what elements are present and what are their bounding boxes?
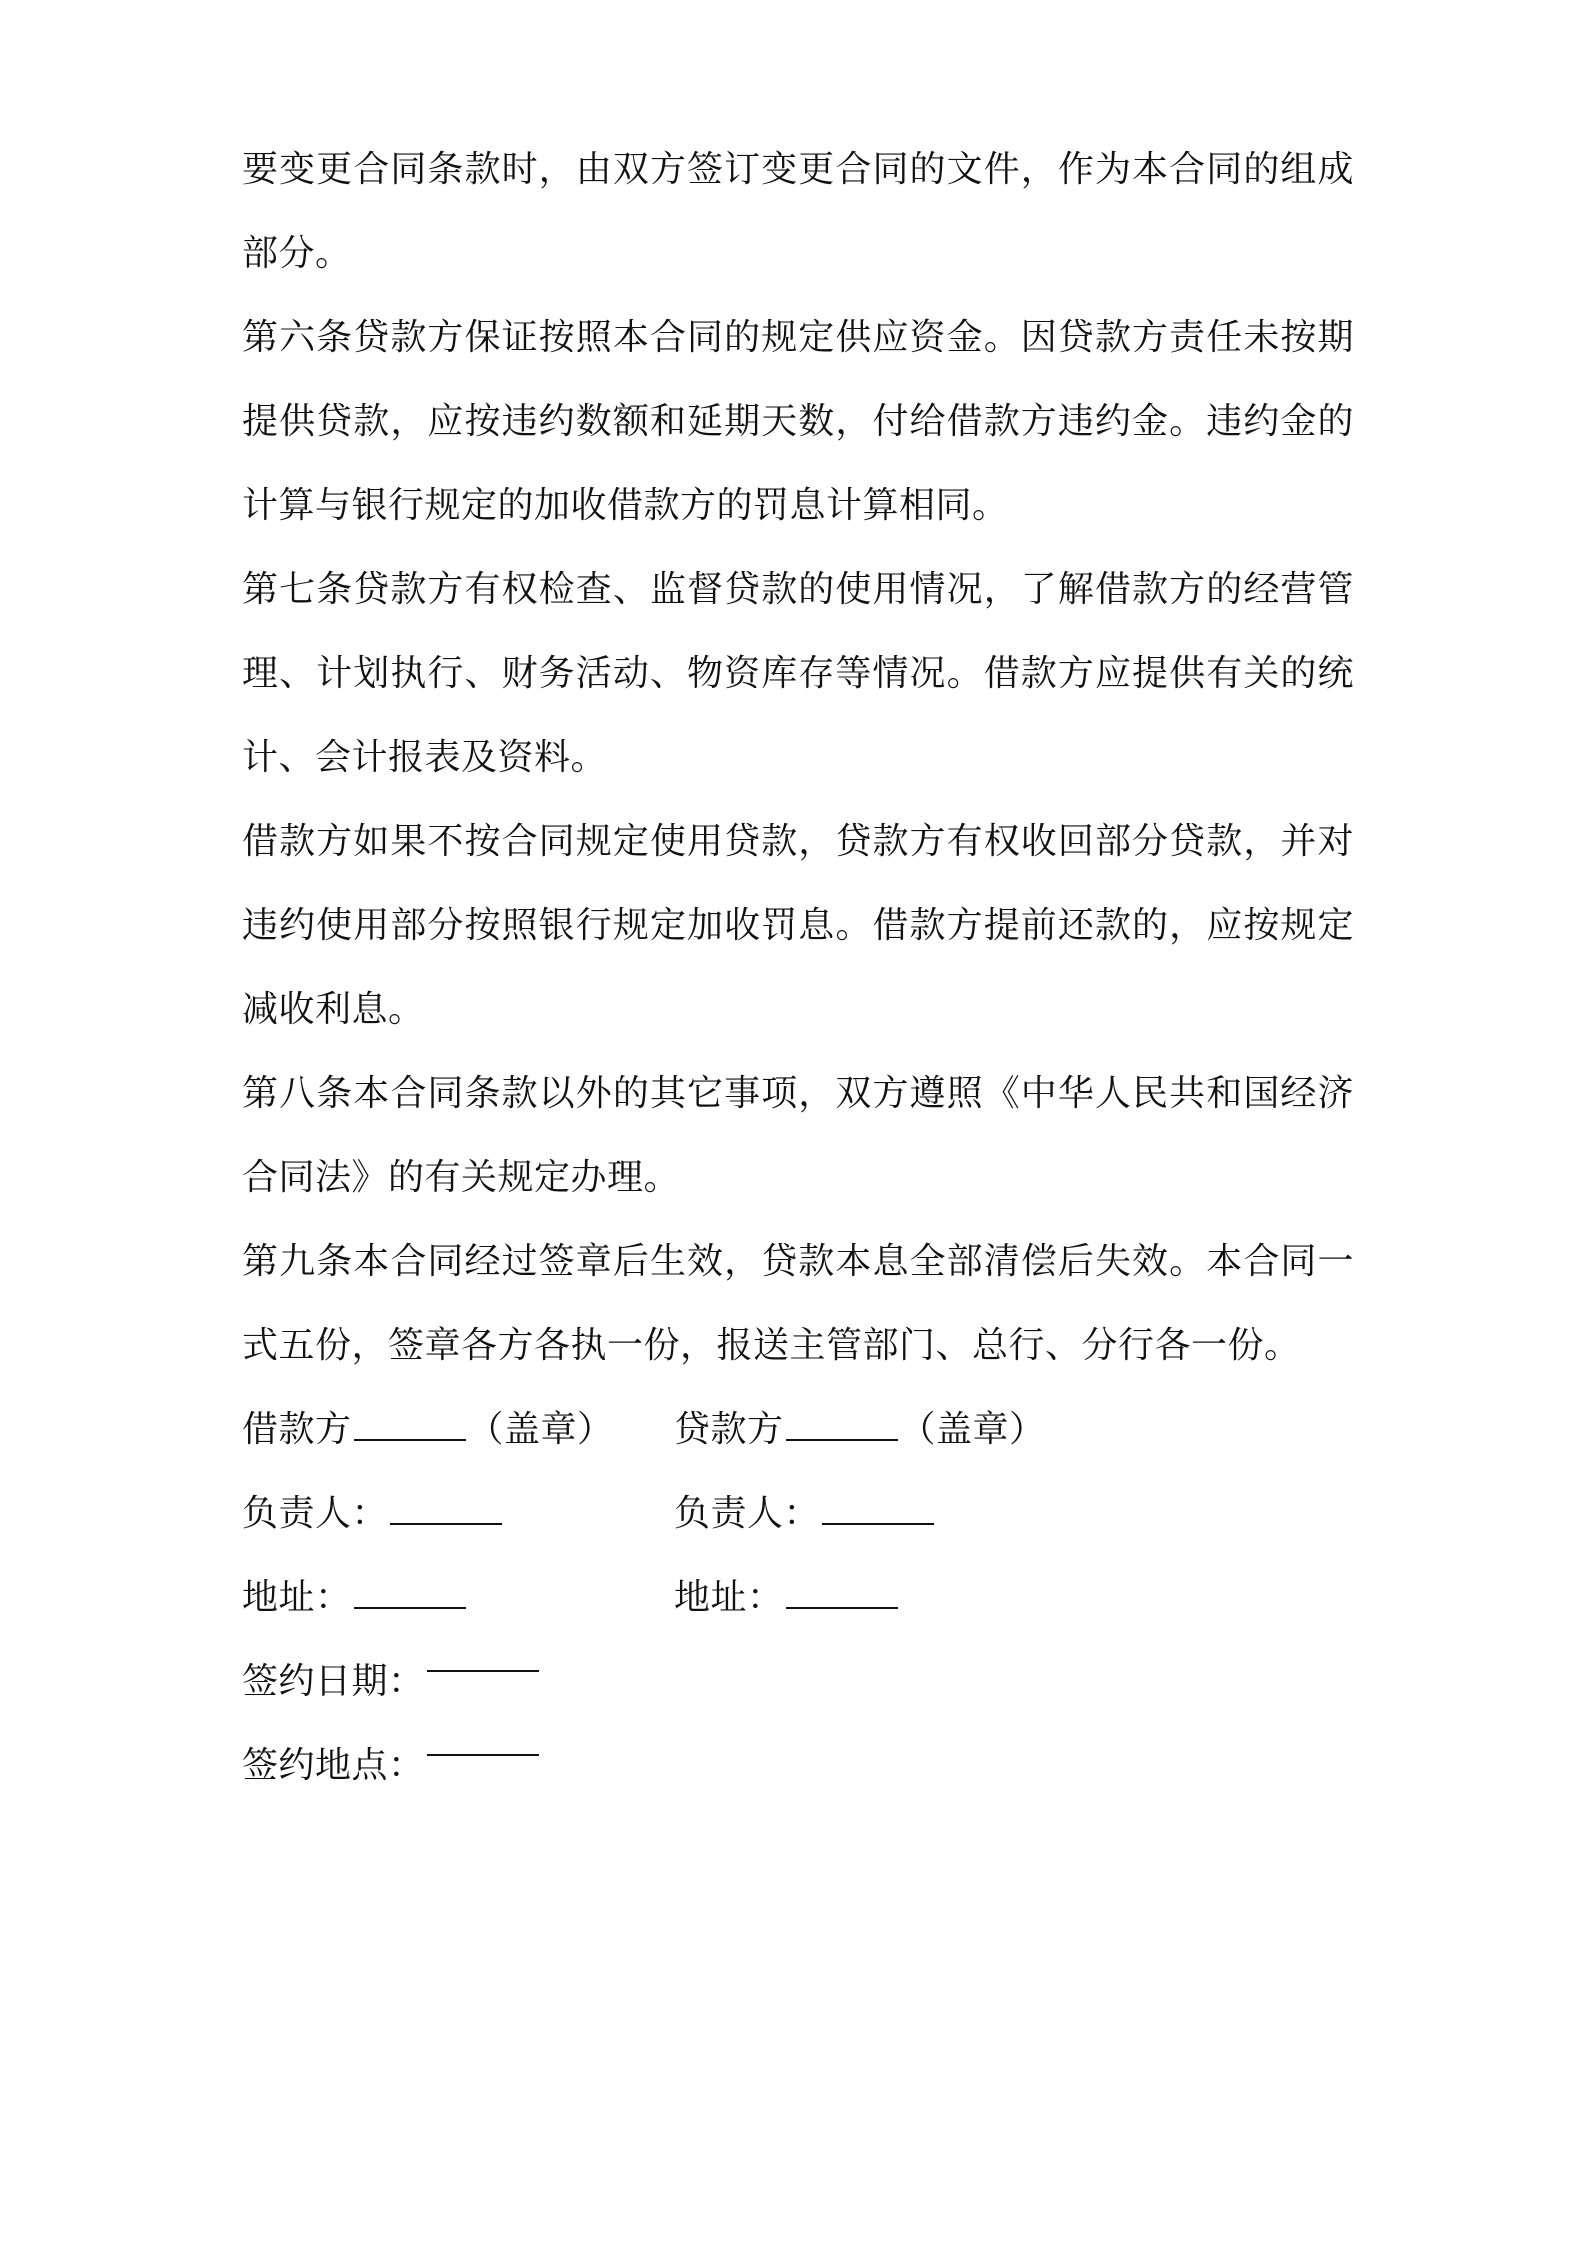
lender-person-label: 负责人：	[674, 1493, 821, 1534]
paragraph-article-9: 第九条本合同经过签章后生效，贷款本息全部清偿后失效。本合同一式五份，签章各方各执一份，报送主管部门、总行、分行各一份。	[242, 1241, 1354, 1366]
place-blank[interactable]	[427, 1724, 539, 1756]
lender-person-blank[interactable]	[822, 1493, 934, 1525]
place-label: 签约地点：	[242, 1745, 425, 1786]
lender-address	[674, 1556, 1106, 1640]
signature-row-person	[242, 1472, 1354, 1556]
borrower-label: 借款方	[242, 1409, 352, 1450]
signature-row-address	[242, 1556, 1354, 1640]
borrower-person-label: 负责人：	[242, 1493, 389, 1534]
borrower-address-blank[interactable]	[354, 1577, 466, 1609]
paragraph-article-8: 第八条本合同条款以外的其它事项，双方遵照《中华人民共和国经济合同法》的有关规定办理。	[242, 1073, 1354, 1198]
date-blank[interactable]	[427, 1640, 539, 1672]
lender-address-blank[interactable]	[786, 1577, 898, 1609]
signature-row-parties	[242, 1388, 1354, 1472]
lender-label: 贷款方	[674, 1409, 784, 1450]
borrower-seal: （盖章）	[467, 1409, 614, 1450]
lender-party	[674, 1388, 1106, 1472]
contract-body	[242, 128, 1354, 1808]
borrower-address	[242, 1556, 674, 1640]
lender-address-label: 地址：	[674, 1577, 784, 1618]
date-label: 签约日期：	[242, 1661, 425, 1702]
lender-person	[674, 1472, 1106, 1556]
paragraph-article-6: 第六条贷款方保证按照本合同的规定供应资金。因贷款方责任未按期提供贷款，应按违约数额和延期天数，付给借款方违约金。违约金的计算与银行规定的加收借款方的罚息计算相同。	[242, 317, 1354, 526]
paragraph-article-7: 第七条贷款方有权检查、监督贷款的使用情况，了解借款方的经营管理、计划执行、财务活动、物资库存等情况。借款方应提供有关的统计、会计报表及资料。	[242, 569, 1354, 778]
borrower-person-blank[interactable]	[390, 1493, 502, 1525]
signature-row-date	[242, 1640, 1354, 1724]
signature-row-place	[242, 1724, 1354, 1808]
borrower-person	[242, 1472, 674, 1556]
paragraph-misuse-penalty: 借款方如果不按合同规定使用贷款，贷款方有权收回部分贷款，并对违约使用部分按照银行规定加收罚息。借款方提前还款的，应按规定减收利息。	[242, 821, 1354, 1030]
borrower-party	[242, 1388, 674, 1472]
lender-blank[interactable]	[786, 1409, 898, 1441]
lender-seal: （盖章）	[899, 1409, 1046, 1450]
paragraph-amendment: 要变更合同条款时，由双方签订变更合同的文件，作为本合同的组成部分。	[242, 149, 1354, 274]
borrower-address-label: 地址：	[242, 1577, 352, 1618]
borrower-blank[interactable]	[354, 1409, 466, 1441]
